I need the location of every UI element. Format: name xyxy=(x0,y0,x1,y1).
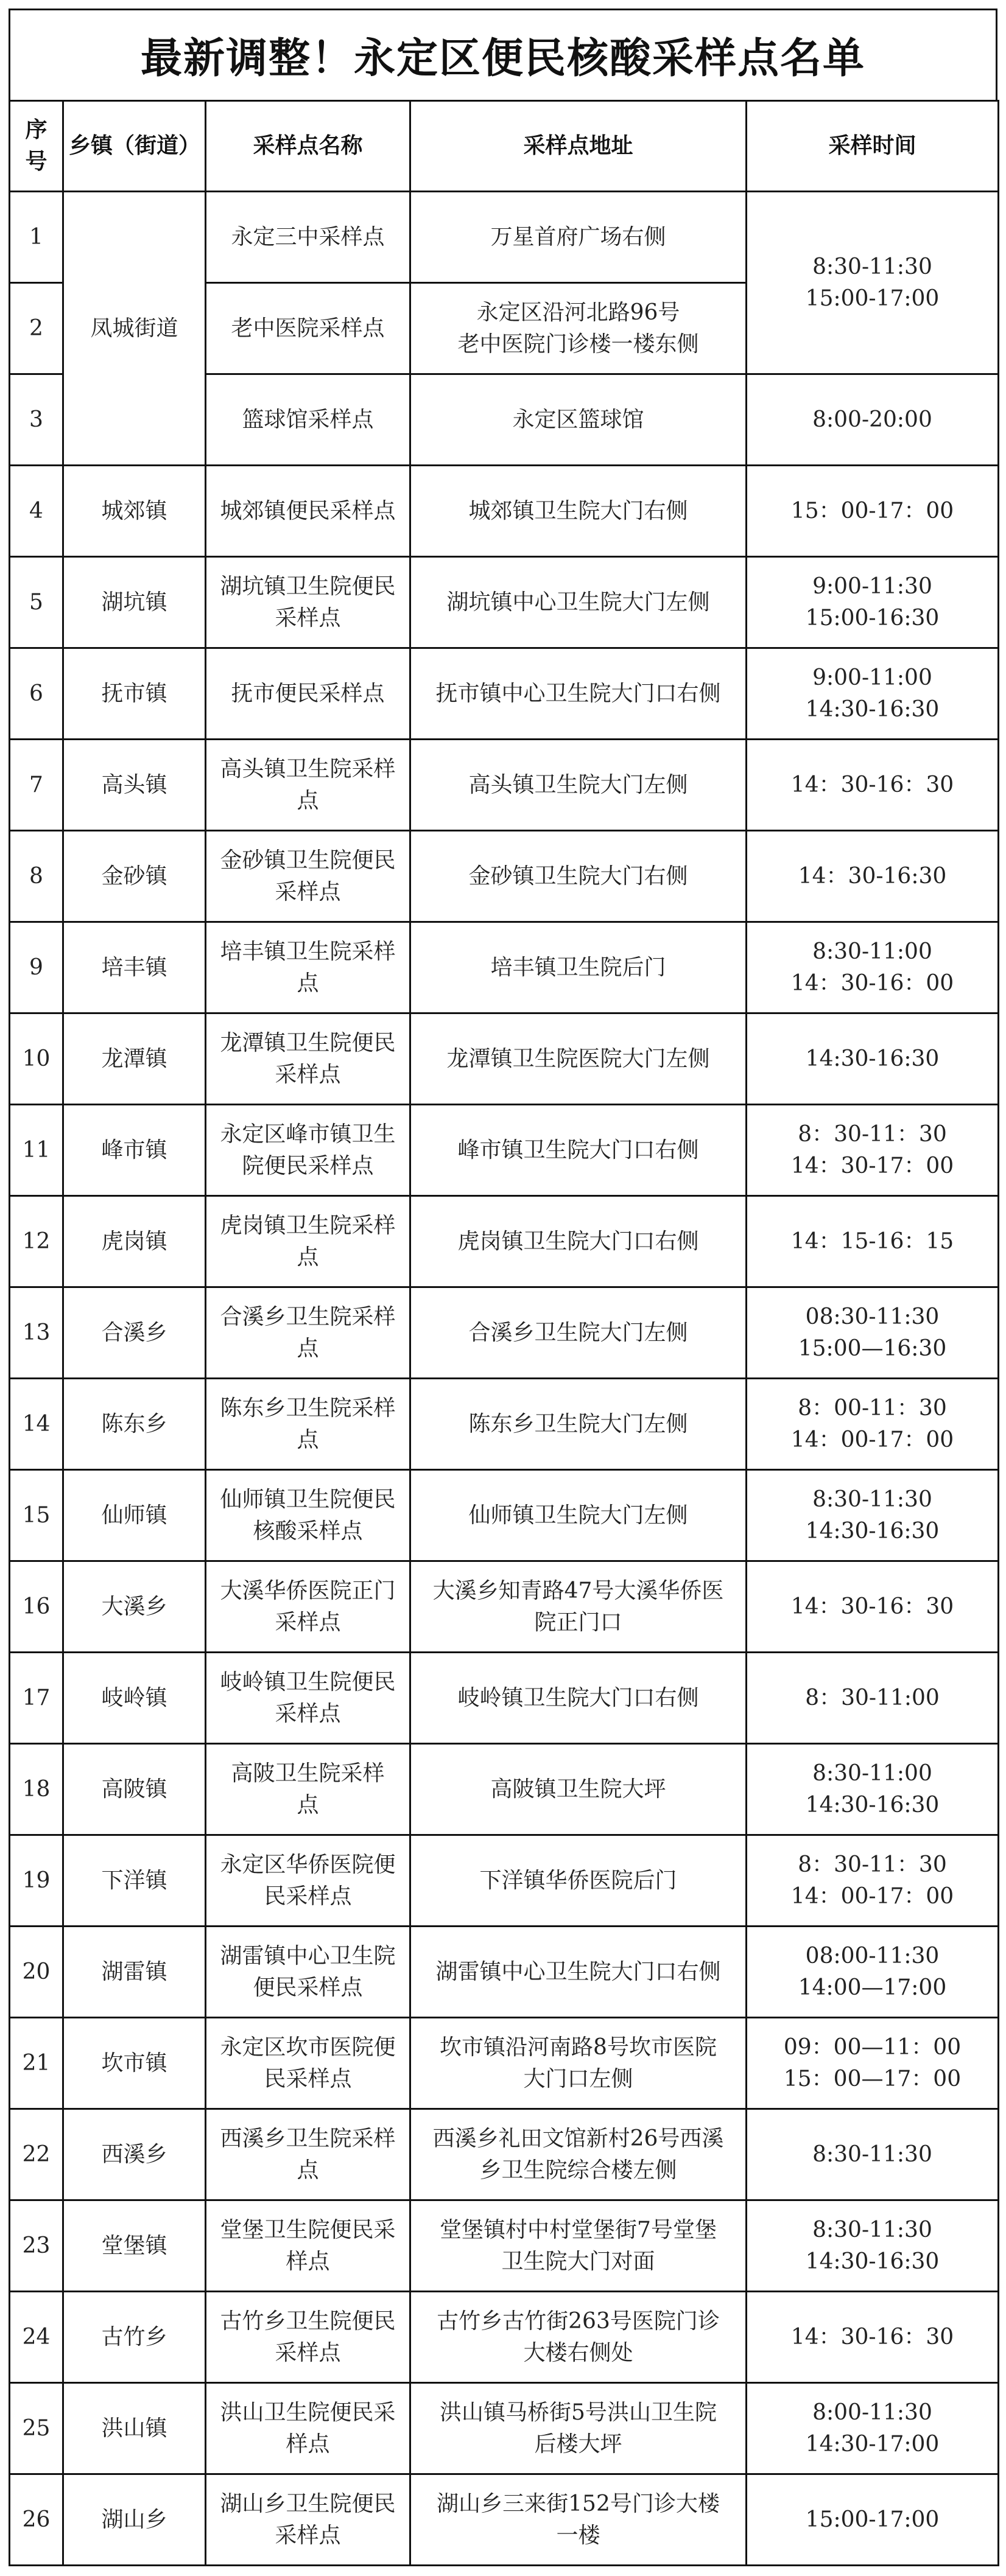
header-site-name: 采样点名称 xyxy=(206,101,410,192)
header-index: 序号 xyxy=(10,101,63,192)
cell-site-name: 龙潭镇卫生院便民 采样点 xyxy=(206,1013,410,1105)
cell-index: 24 xyxy=(10,2292,63,2383)
table-row xyxy=(10,2292,999,2383)
cell-address: 西溪乡礼田文馆新村26号西溪 乡卫生院综合楼左侧 xyxy=(410,2109,747,2200)
cell-index: 2 xyxy=(10,283,63,374)
cell-site-name: 陈东乡卫生院采样 点 xyxy=(206,1379,410,1470)
cell-address: 城郊镇卫生院大门右侧 xyxy=(410,466,747,557)
table-row xyxy=(10,466,999,557)
table-row xyxy=(10,2109,999,2200)
cell-site-name: 永定区坎市医院便 民采样点 xyxy=(206,2018,410,2109)
cell-index: 1 xyxy=(10,192,63,283)
cell-time: 15：00-17：00 xyxy=(747,466,999,557)
cell-time: 8:30-11:30 14:30-16:30 xyxy=(747,2200,999,2292)
header-town: 乡镇（街道） xyxy=(63,101,206,192)
cell-site-name: 洪山卫生院便民采 样点 xyxy=(206,2383,410,2474)
cell-site-name: 培丰镇卫生院采样 点 xyxy=(206,922,410,1013)
cell-site-name: 虎岗镇卫生院采样 点 xyxy=(206,1196,410,1287)
cell-site-name: 永定区华侨医院便 民采样点 xyxy=(206,1835,410,1927)
cell-address: 堂堡镇村中村堂堡街7号堂堡 卫生院大门对面 xyxy=(410,2200,747,2292)
cell-town: 岐岭镇 xyxy=(63,1653,206,1744)
table-row xyxy=(10,831,999,922)
cell-time: 8:30-11:30 xyxy=(747,2109,999,2200)
cell-address: 古竹乡古竹街263号医院门诊 大楼右侧处 xyxy=(410,2292,747,2383)
header-address: 采样点地址 xyxy=(410,101,747,192)
cell-site-name: 永定区峰市镇卫生 院便民采样点 xyxy=(206,1105,410,1196)
table-row xyxy=(10,2383,999,2474)
cell-index: 11 xyxy=(10,1105,63,1196)
cell-town: 坎市镇 xyxy=(63,2018,206,2109)
cell-address: 仙师镇卫生院大门左侧 xyxy=(410,1470,747,1561)
cell-town: 龙潭镇 xyxy=(63,1013,206,1105)
table-row xyxy=(10,1470,999,1561)
cell-address: 抚市镇中心卫生院大门口右侧 xyxy=(410,648,747,740)
cell-town: 凤城街道 xyxy=(63,192,206,466)
cell-town: 峰市镇 xyxy=(63,1105,206,1196)
cell-address: 洪山镇马桥街5号洪山卫生院 后楼大坪 xyxy=(410,2383,747,2474)
cell-site-name: 湖雷镇中心卫生院 便民采样点 xyxy=(206,1927,410,2018)
cell-index: 21 xyxy=(10,2018,63,2109)
cell-town: 古竹乡 xyxy=(63,2292,206,2383)
cell-town: 湖雷镇 xyxy=(63,1927,206,2018)
cell-town: 堂堡镇 xyxy=(63,2200,206,2292)
cell-index: 6 xyxy=(10,648,63,740)
cell-site-name: 篮球馆采样点 xyxy=(206,374,410,466)
cell-site-name: 金砂镇卫生院便民 采样点 xyxy=(206,831,410,922)
cell-index: 15 xyxy=(10,1470,63,1561)
cell-time: 8：30-11:00 xyxy=(747,1653,999,1744)
sampling-site-table xyxy=(9,100,999,2566)
cell-site-name: 古竹乡卫生院便民 采样点 xyxy=(206,2292,410,2383)
cell-time: 15:00-17:00 xyxy=(747,2474,999,2566)
cell-time: 9:00-11:30 15:00-16:30 xyxy=(747,557,999,648)
cell-index: 12 xyxy=(10,1196,63,1287)
cell-index: 16 xyxy=(10,1561,63,1653)
cell-index: 19 xyxy=(10,1835,63,1927)
cell-site-name: 仙师镇卫生院便民 核酸采样点 xyxy=(206,1470,410,1561)
cell-address: 培丰镇卫生院后门 xyxy=(410,922,747,1013)
cell-address: 金砂镇卫生院大门右侧 xyxy=(410,831,747,922)
cell-time: 09：00—11：00 15：00—17：00 xyxy=(747,2018,999,2109)
cell-time: 9:00-11:00 14:30-16:30 xyxy=(747,648,999,740)
cell-town: 金砂镇 xyxy=(63,831,206,922)
table-row xyxy=(10,2200,999,2292)
cell-town: 湖山乡 xyxy=(63,2474,206,2566)
cell-site-name: 大溪华侨医院正门 采样点 xyxy=(206,1561,410,1653)
cell-index: 23 xyxy=(10,2200,63,2292)
cell-time: 14：30-16:30 xyxy=(747,831,999,922)
cell-address: 万星首府广场右侧 xyxy=(410,192,747,283)
cell-index: 9 xyxy=(10,922,63,1013)
cell-time: 8:30-11:30 15:00-17:00 xyxy=(747,192,999,374)
cell-time: 8:00-11:30 14:30-17:00 xyxy=(747,2383,999,2474)
cell-site-name: 城郊镇便民采样点 xyxy=(206,466,410,557)
table-row xyxy=(10,2474,999,2566)
cell-site-name: 合溪乡卫生院采样 点 xyxy=(206,1287,410,1379)
cell-index: 7 xyxy=(10,740,63,831)
table-row xyxy=(10,740,999,831)
cell-index: 8 xyxy=(10,831,63,922)
cell-time: 14：15-16：15 xyxy=(747,1196,999,1287)
cell-address: 湖山乡三来街152号门诊大楼 一楼 xyxy=(410,2474,747,2566)
cell-time: 8:30-11:00 14:30-16:30 xyxy=(747,1744,999,1835)
cell-site-name: 老中医院采样点 xyxy=(206,283,410,374)
cell-index: 14 xyxy=(10,1379,63,1470)
cell-index: 20 xyxy=(10,1927,63,2018)
cell-address: 湖坑镇中心卫生院大门左侧 xyxy=(410,557,747,648)
cell-address: 高陂镇卫生院大坪 xyxy=(410,1744,747,1835)
cell-site-name: 岐岭镇卫生院便民 采样点 xyxy=(206,1653,410,1744)
cell-town: 洪山镇 xyxy=(63,2383,206,2474)
cell-address: 陈东乡卫生院大门左侧 xyxy=(410,1379,747,1470)
cell-site-name: 永定三中采样点 xyxy=(206,192,410,283)
cell-index: 3 xyxy=(10,374,63,466)
table-row xyxy=(10,1379,999,1470)
cell-index: 26 xyxy=(10,2474,63,2566)
table-row xyxy=(10,557,999,648)
cell-index: 13 xyxy=(10,1287,63,1379)
cell-time: 08:00-11:30 14:00—17:00 xyxy=(747,1927,999,2018)
cell-index: 17 xyxy=(10,1653,63,1744)
cell-town: 大溪乡 xyxy=(63,1561,206,1653)
document-frame xyxy=(9,9,997,2567)
table-row xyxy=(10,1105,999,1196)
cell-town: 高陂镇 xyxy=(63,1744,206,1835)
cell-address: 大溪乡知青路47号大溪华侨医 院正门口 xyxy=(410,1561,747,1653)
cell-address: 永定区沿河北路96号 老中医院门诊楼一楼东侧 xyxy=(410,283,747,374)
cell-site-name: 抚市便民采样点 xyxy=(206,648,410,740)
table-row xyxy=(10,1287,999,1379)
table-row xyxy=(10,1013,999,1105)
cell-address: 湖雷镇中心卫生院大门口右侧 xyxy=(410,1927,747,2018)
cell-time: 14：30-16：30 xyxy=(747,2292,999,2383)
cell-address: 峰市镇卫生院大门口右侧 xyxy=(410,1105,747,1196)
table-row xyxy=(10,1653,999,1744)
cell-time: 14:30-16:30 xyxy=(747,1013,999,1105)
cell-town: 合溪乡 xyxy=(63,1287,206,1379)
cell-address: 岐岭镇卫生院大门口右侧 xyxy=(410,1653,747,1744)
cell-town: 虎岗镇 xyxy=(63,1196,206,1287)
cell-town: 培丰镇 xyxy=(63,922,206,1013)
cell-time: 8：30-11：30 14：00-17：00 xyxy=(747,1835,999,1927)
cell-time: 8:00-20:00 xyxy=(747,374,999,466)
cell-index: 4 xyxy=(10,466,63,557)
table-row xyxy=(10,1744,999,1835)
cell-time: 08:30-11:30 15:00—16:30 xyxy=(747,1287,999,1379)
cell-address: 高头镇卫生院大门左侧 xyxy=(410,740,747,831)
cell-site-name: 高陂卫生院采样 点 xyxy=(206,1744,410,1835)
cell-town: 城郊镇 xyxy=(63,466,206,557)
cell-site-name: 堂堡卫生院便民采 样点 xyxy=(206,2200,410,2292)
cell-index: 5 xyxy=(10,557,63,648)
table-header-row xyxy=(10,101,999,192)
cell-site-name: 湖坑镇卫生院便民 采样点 xyxy=(206,557,410,648)
cell-address: 合溪乡卫生院大门左侧 xyxy=(410,1287,747,1379)
cell-town: 抚市镇 xyxy=(63,648,206,740)
cell-town: 高头镇 xyxy=(63,740,206,831)
cell-index: 22 xyxy=(10,2109,63,2200)
cell-site-name: 高头镇卫生院采样 点 xyxy=(206,740,410,831)
page-title: 最新调整！永定区便民核酸采样点名单 xyxy=(9,9,997,100)
table-row xyxy=(10,2018,999,2109)
cell-town: 湖坑镇 xyxy=(63,557,206,648)
cell-time: 14：30-16：30 xyxy=(747,1561,999,1653)
cell-address: 下洋镇华侨医院后门 xyxy=(410,1835,747,1927)
table-row xyxy=(10,1561,999,1653)
cell-site-name: 湖山乡卫生院便民 采样点 xyxy=(206,2474,410,2566)
cell-town: 下洋镇 xyxy=(63,1835,206,1927)
table-row xyxy=(10,192,999,283)
table-row xyxy=(10,922,999,1013)
cell-index: 10 xyxy=(10,1013,63,1105)
cell-time: 14：30-16：30 xyxy=(747,740,999,831)
cell-town: 西溪乡 xyxy=(63,2109,206,2200)
cell-index: 25 xyxy=(10,2383,63,2474)
cell-address: 虎岗镇卫生院大门口右侧 xyxy=(410,1196,747,1287)
cell-time: 8:30-11:00 14：30-16：00 xyxy=(747,922,999,1013)
table-row xyxy=(10,1196,999,1287)
cell-address: 龙潭镇卫生院医院大门左侧 xyxy=(410,1013,747,1105)
table-row xyxy=(10,648,999,740)
cell-town: 仙师镇 xyxy=(63,1470,206,1561)
cell-time: 8：00-11：30 14：00-17：00 xyxy=(747,1379,999,1470)
cell-time: 8:30-11:30 14:30-16:30 xyxy=(747,1470,999,1561)
table-row xyxy=(10,1835,999,1927)
cell-time: 8：30-11：30 14：30-17：00 xyxy=(747,1105,999,1196)
table-row xyxy=(10,1927,999,2018)
cell-town: 陈东乡 xyxy=(63,1379,206,1470)
cell-address: 永定区篮球馆 xyxy=(410,374,747,466)
cell-site-name: 西溪乡卫生院采样 点 xyxy=(206,2109,410,2200)
header-time: 采样时间 xyxy=(747,101,999,192)
cell-index: 18 xyxy=(10,1744,63,1835)
cell-address: 坎市镇沿河南路8号坎市医院 大门口左侧 xyxy=(410,2018,747,2109)
